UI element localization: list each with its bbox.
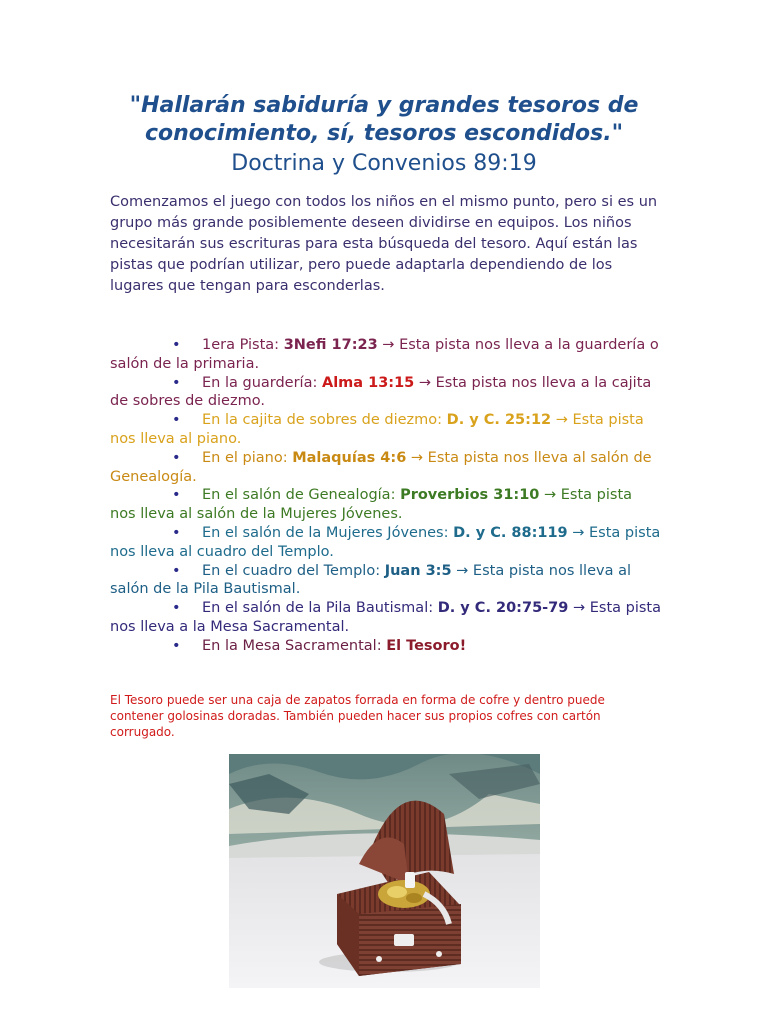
- clue-scripture-ref: 3Nefi 17:23: [283, 337, 378, 353]
- clue-scripture-ref: Juan 3:5: [384, 562, 452, 579]
- treasure-note: El Tesoro puede ser una caja de zapatos forrada en forma de cofre y dentro puede contener golosinas doradas. También pueden hacer sus propios cofres con cartón corrugado.: [110, 693, 605, 739]
- bullet-icon: •: [172, 637, 181, 654]
- clue-item: [110, 411, 662, 449]
- bullet-icon: •: [172, 412, 181, 429]
- clue-list: [110, 336, 662, 656]
- clue-location: En el salón de la Mujeres Jóvenes:: [202, 524, 454, 541]
- clue-scripture-ref: Proverbios 31:10: [400, 487, 540, 504]
- clue-direction: → Esta pista nos lleva a la cajita de sobres de diezmo.: [110, 374, 652, 410]
- clue-item: [110, 524, 662, 562]
- clue-direction: → Esta pista nos lleva a la guardería o salón de la primaria.: [110, 337, 659, 372]
- clue-location: En el piano:: [202, 449, 293, 466]
- clue-location: En la guardería:: [202, 374, 322, 391]
- bullet-icon: •: [172, 487, 181, 504]
- treasure-chest-image: [229, 754, 540, 988]
- bullet-icon: •: [172, 562, 181, 579]
- clue-scripture-ref: El Tesoro!: [386, 637, 467, 654]
- clue-location: En el cuadro del Templo:: [202, 562, 385, 579]
- clue-direction: → Esta pista nos lleva al salón de la Pila Bautismal.: [110, 562, 631, 598]
- clue-location: 1era Pista:: [202, 337, 284, 353]
- clue-scripture-ref: Alma 13:15: [321, 374, 415, 391]
- clue-item: [110, 486, 662, 524]
- clue-item: [110, 336, 662, 374]
- clue-scripture-ref: D. y C. 88:119: [453, 524, 568, 541]
- quote-reference: Doctrina y Convenios 89:19: [231, 151, 537, 176]
- clue-direction: → Esta pista nos lleva al salón de Genealogía.: [110, 449, 652, 485]
- clue-location: En el salón de Genealogía:: [202, 487, 401, 504]
- clue-item: [110, 562, 662, 600]
- clue-scripture-ref: D. y C. 25:12: [446, 412, 552, 429]
- quote-title: "Hallarán sabiduría y grandes tesoros de conocimiento, sí, tesoros escondidos.": [129, 93, 639, 146]
- clue-location: En la Mesa Sacramental:: [202, 637, 387, 654]
- clue-scripture-ref: D. y C. 20:75-79: [437, 600, 569, 617]
- clue-item: [110, 637, 662, 656]
- clue-item: [110, 599, 662, 637]
- clue-item: [110, 374, 662, 412]
- bullet-icon: •: [172, 449, 181, 466]
- clue-location: En la cajita de sobres de diezmo:: [202, 412, 447, 429]
- clue-direction: → Esta pista nos lleva al cuadro del Templo.: [110, 524, 661, 560]
- clue-item: [110, 449, 662, 487]
- intro-paragraph: Comenzamos el juego con todos los niños en el mismo punto, pero si es un grupo más grande posiblemente deseen dividirse en equipos. Los niños necesitarán sus escrituras para esta búsqueda del tesoro. Aquí están las pistas que podrían utilizar, pero puede adaptarla dependiendo de los lugares que tengan para esconderlas.: [110, 194, 658, 294]
- bullet-icon: •: [172, 600, 181, 617]
- clue-direction: → Esta pista nos lleva al salón de la Mujeres Jóvenes.: [110, 487, 633, 523]
- clue-scripture-ref: Malaquías 4:6: [292, 449, 407, 466]
- clue-location: En el salón de la Pila Bautismal:: [202, 600, 438, 617]
- treasure-chest-photo: [229, 754, 540, 988]
- clue-direction: → Esta pista nos lleva al piano.: [110, 412, 644, 447]
- bullet-icon: •: [172, 337, 181, 353]
- bullet-icon: •: [172, 524, 181, 541]
- clue-direction: → Esta pista nos lleva a la Mesa Sacramental.: [110, 600, 661, 635]
- bullet-icon: •: [172, 374, 181, 391]
